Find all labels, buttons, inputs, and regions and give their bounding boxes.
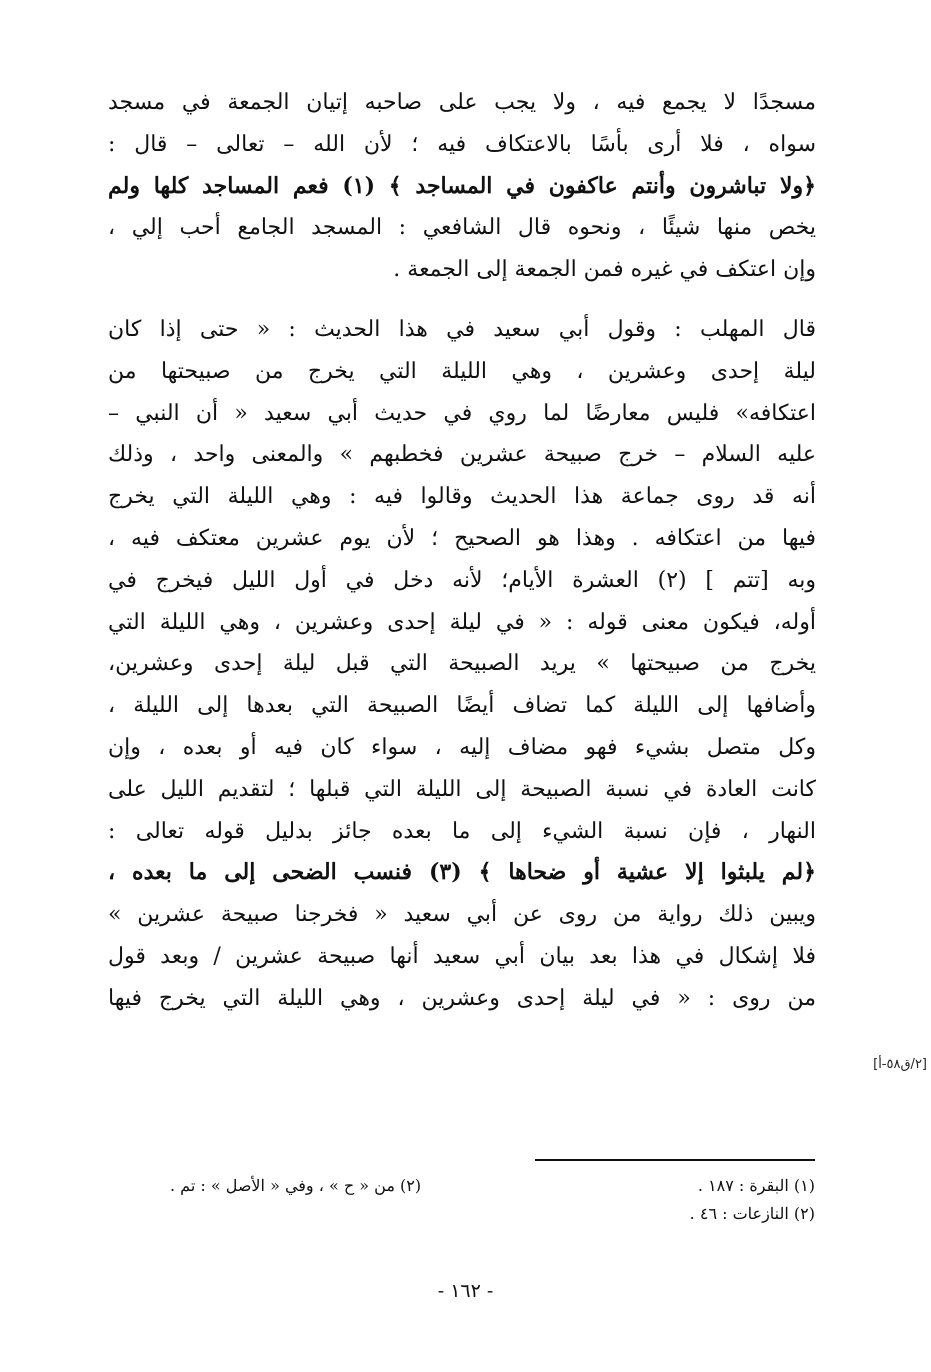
text-line: ﴿ولا تباشرون وأنتم عاكفون في المساجد ﴾ (١) فعم المساجد كلها ولم <box>108 172 816 199</box>
text-line: عليه السلام – خرج صبيحة عشرين فخطبهم » والمعنى واحد ، وذلك <box>108 442 816 468</box>
text-line: اعتكافه» فليس معارضًا لما روي في حديث أبي سعيد « أن النبي – <box>108 400 816 426</box>
footnote-row <box>170 1172 815 1200</box>
text-line: فيها من اعتكافه . وهذا هو الصحيح ؛ لأن يوم عشرين معتكف فيه ، <box>108 525 816 551</box>
paragraph-1 <box>108 82 816 291</box>
text-line: سواه ، فلا أرى بأسًا بالاعتكاف فيه ؛ لأن الله – تعالى – قال : <box>108 131 816 157</box>
footnote-3: (٢) النازعات : ٤٦ . <box>689 1204 815 1223</box>
text-line: ﴿لم يلبثوا إلا عشية أو ضحاها ﴾ (٣) فنسب الضحى إلى ما بعده ، <box>108 859 816 886</box>
text-line: ليلة إحدى وعشرين ، وهي الليلة التي يخرج من صبيحتها من <box>108 358 816 384</box>
text-line: فلا إشكال في هذا بعد بيان أبي سعيد أنها صبيحة عشرين / وبعد قول <box>108 943 816 969</box>
text-line: يخرج من صبيحتها » يريد الصبيحة التي قبل ليلة إحدى وعشرين، <box>108 651 816 677</box>
text-line: وأضافها إلى الليلة كما تضاف أيضًا الصبيحة التي بعدها إلى الليلة ، <box>108 693 816 719</box>
text-line: أوله، فيكون معنى قوله : « في ليلة إحدى وعشرين ، وهي الليلة التي <box>108 609 816 635</box>
page-number: - ١٦٢ - <box>437 1280 494 1302</box>
text-line: قال المهلب : وقول أبي سعيد في هذا الحديث : « حتى إذا كان <box>108 316 816 342</box>
paragraph-gap <box>108 291 816 309</box>
text-line: يخص منها شيئًا ، ونحوه قال الشافعي : المسجد الجامع أحب إلي ، <box>108 215 816 241</box>
footnote-row <box>170 1200 815 1228</box>
text-line: وبه [تتم ] (٢) العشرة الأيام؛ لأنه دخل في أول الليل فيخرج في <box>108 567 816 593</box>
text-line: وكل متصل بشيء فهو مضاف إليه ، سواء كان فيه أو بعده ، وإن <box>108 734 816 760</box>
text-line: ويبين ذلك رواية من روى عن أبي سعيد « فخرجنا صبيحة عشرين » <box>108 902 816 928</box>
main-text <box>108 82 816 1020</box>
text-line: وإن اعتكف في غيره فمن الجمعة إلى الجمعة . <box>393 257 816 283</box>
text-line: كانت العادة في نسبة الصبيحة إلى الليلة التي قبلها ؛ لتقديم الليل على <box>108 776 816 802</box>
footnotes <box>170 1172 815 1228</box>
text-line: من روى : « في ليلة إحدى وعشرين ، وهي الليلة التي يخرج فيها <box>108 985 816 1011</box>
footnote-2: (٢) من « ح » ، وفي « الأصل » : تم . <box>170 1176 422 1195</box>
footnote-separator <box>535 1159 815 1161</box>
paragraph-2 <box>108 309 816 1020</box>
text-line: أنه قد روى جماعة هذا الحديث وقالوا فيه : وهي الليلة التي يخرج <box>108 484 816 510</box>
text-line: النهار ، فإن نسبة الشيء إلى ما بعده جائز بدليل قوله تعالى : <box>108 818 816 844</box>
footnote-1: (١) البقرة : ١٨٧ . <box>697 1176 815 1195</box>
text-line: مسجدًا لا يجمع فيه ، ولا يجب على صاحبه إتيان الجمعة في مسجد <box>108 90 816 115</box>
manuscript-folio-marker: [٢/ق٥٨-أ] <box>873 1057 927 1072</box>
